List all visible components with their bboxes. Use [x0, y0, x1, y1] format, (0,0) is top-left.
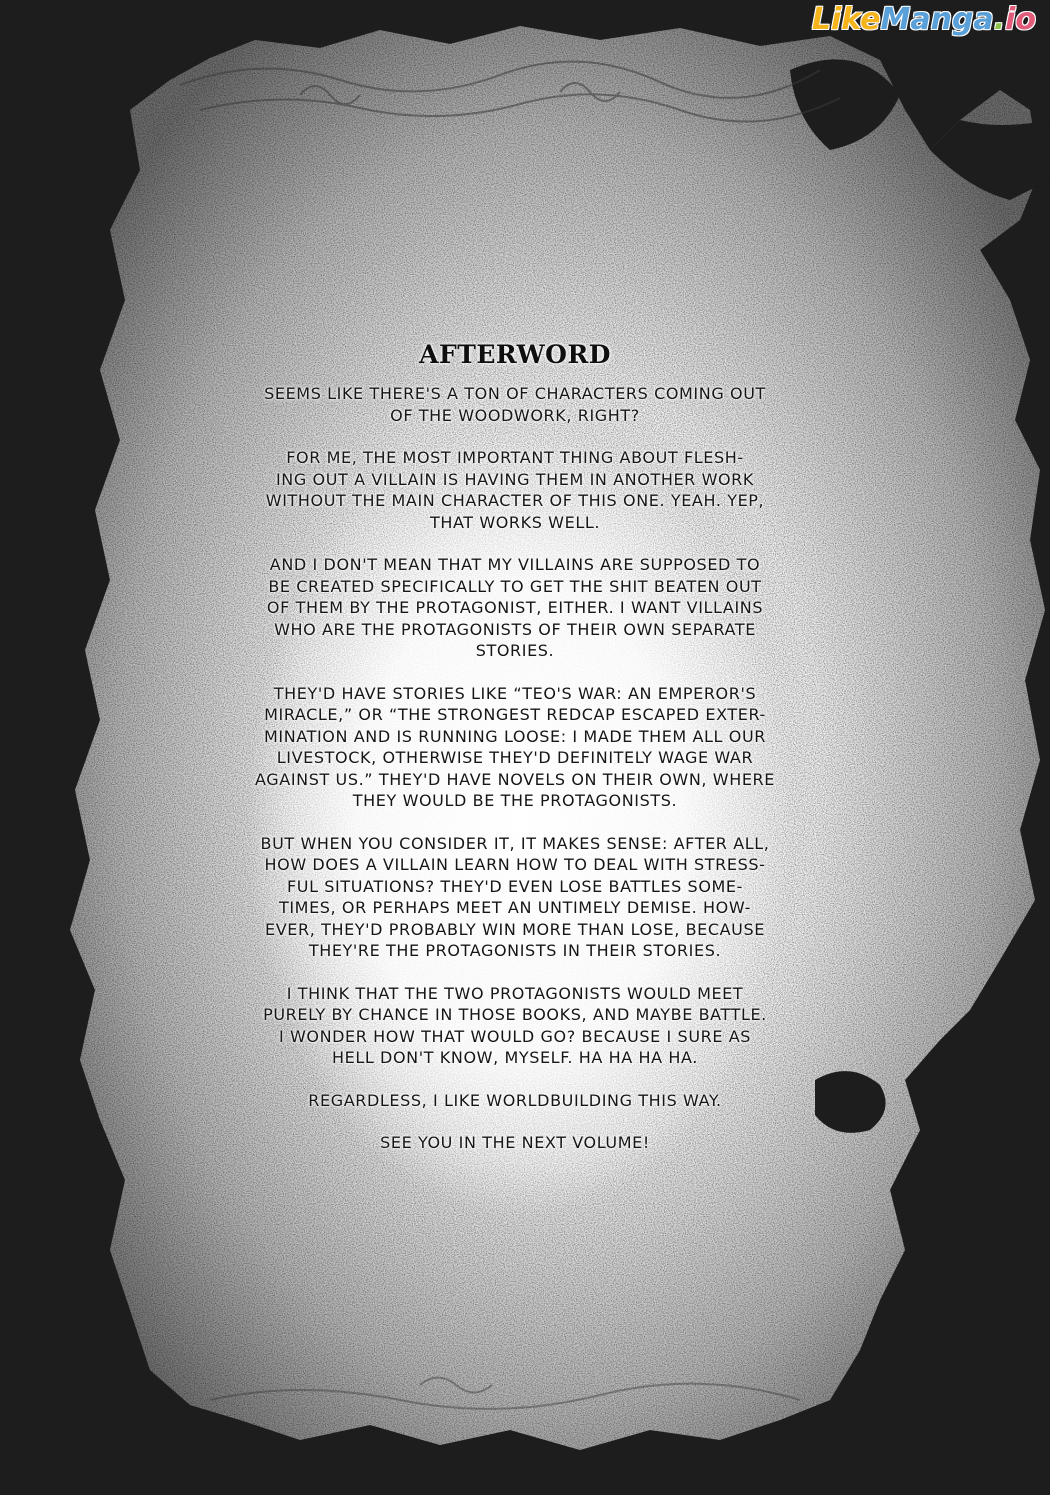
text-line: ING OUT A VILLAIN IS HAVING THEM IN ANOTHER WORK	[275, 469, 754, 489]
text-line: THAT WORKS WELL.	[429, 512, 601, 532]
afterword-paragraph-3	[200, 554, 830, 662]
text-line: SEEMS LIKE THERE'S A TON OF CHARACTERS COMING OUT	[264, 384, 766, 403]
watermark-part-3: .	[993, 2, 1006, 37]
text-line: THEY WOULD BE THE PROTAGONISTS.	[352, 791, 678, 810]
text-line: OF THEM BY THE PROTAGONIST, EITHER. I WANT VILLAINS	[266, 598, 764, 617]
text-line: I WONDER HOW THAT WOULD GO? BECAUSE I SURE AS	[278, 1026, 752, 1046]
afterword-paragraph-6	[200, 983, 830, 1069]
text-line: WITHOUT THE MAIN CHARACTER OF THIS ONE. YEAH. YEP,	[265, 491, 765, 510]
text-line: FUL SITUATIONS? THEY'D EVEN LOSE BATTLES SOME-	[286, 876, 743, 896]
watermark-part-2: Manga	[880, 2, 994, 37]
text-line: OF THE WOODWORK, RIGHT?	[390, 405, 640, 425]
text-line: BUT WHEN YOU CONSIDER IT, IT MAKES SENSE: AFTER ALL,	[260, 833, 770, 853]
text-line: LIVESTOCK, OTHERWISE THEY'D DEFINITELY WAGE WAR	[276, 748, 754, 767]
text-line: SEE YOU IN THE NEXT VOLUME!	[380, 1133, 650, 1152]
text-line: FOR ME, THE MOST IMPORTANT THING ABOUT FLESH-	[286, 448, 744, 467]
afterword-text-block	[200, 340, 830, 1175]
afterword-paragraph-4	[200, 683, 830, 812]
text-line: AND I DON'T MEAN THAT MY VILLAINS ARE SUPPOSED TO	[269, 555, 761, 574]
text-line: PURELY BY CHANCE IN THOSE BOOKS, AND MAYBE BATTLE.	[263, 1005, 767, 1024]
text-line: THEY'D HAVE STORIES LIKE “TEO'S WAR: AN EMPEROR'S	[273, 683, 757, 703]
text-line: HELL DON'T KNOW, MYSELF. HA HA HA HA.	[332, 1048, 698, 1067]
afterword-paragraph-1	[200, 383, 830, 426]
afterword-paragraph-8	[200, 1132, 830, 1154]
watermark-part-1: Like	[811, 2, 881, 37]
afterword-paragraph-7	[200, 1090, 830, 1112]
text-line: STORIES.	[475, 641, 555, 660]
text-line: MIRACLE,” OR “THE STRONGEST REDCAP ESCAPED EXTER-	[264, 705, 766, 724]
text-line: THEY'RE THE PROTAGONISTS IN THEIR STORIES.	[308, 941, 722, 960]
text-line: MINATION AND IS RUNNING LOOSE: I MADE THEM ALL OUR	[264, 726, 766, 746]
afterword-paragraph-2	[200, 447, 830, 533]
text-line: AGAINST US.” THEY'D HAVE NOVELS ON THEIR OWN, WHERE	[255, 769, 775, 789]
text-line: WHO ARE THE PROTAGONISTS OF THEIR OWN SEPARATE	[274, 619, 756, 639]
watermark-part-4: io	[1005, 2, 1036, 37]
afterword-title: AFTERWORD	[419, 340, 611, 369]
afterword-paragraph-5	[200, 833, 830, 962]
site-watermark	[812, 2, 1036, 37]
text-line: HOW DOES A VILLAIN LEARN HOW TO DEAL WITH STRESS-	[264, 855, 766, 874]
text-line: REGARDLESS, I LIKE WORLDBUILDING THIS WAY.	[308, 1090, 722, 1110]
text-line: I THINK THAT THE TWO PROTAGONISTS WOULD MEET	[286, 983, 744, 1003]
text-line: EVER, THEY'D PROBABLY WIN MORE THAN LOSE, BECAUSE	[265, 919, 765, 939]
text-line: BE CREATED SPECIFICALLY TO GET THE SHIT BEATEN OUT	[268, 576, 762, 596]
text-line: TIMES, OR PERHAPS MEET AN UNTIMELY DEMISE. HOW-	[278, 898, 752, 917]
